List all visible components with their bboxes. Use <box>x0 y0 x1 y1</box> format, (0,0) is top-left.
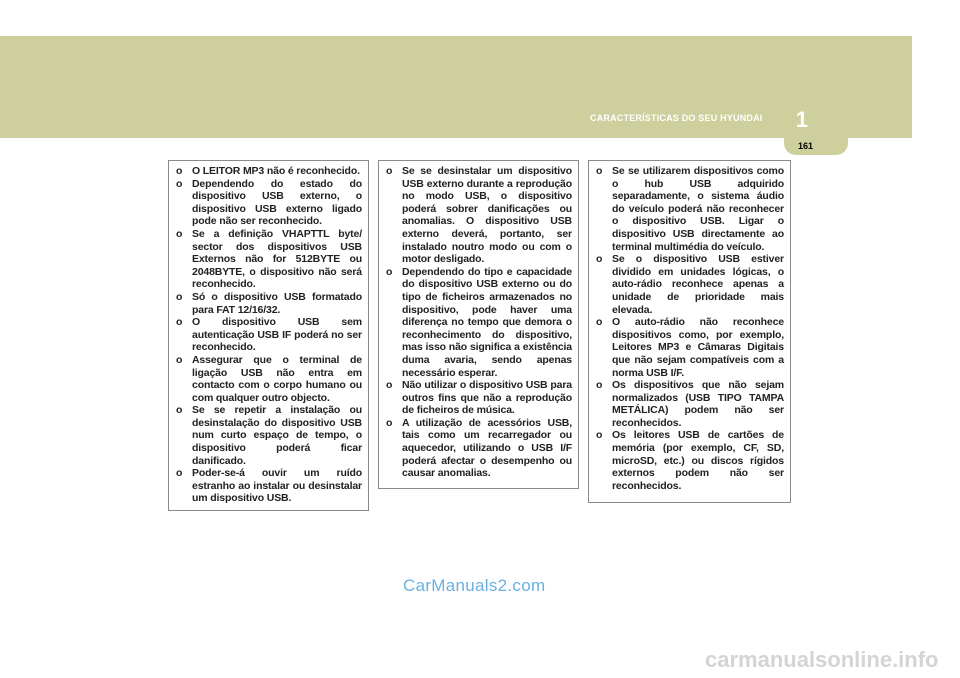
bullet-marker: o <box>386 165 393 177</box>
list-item <box>175 178 362 228</box>
list-item <box>595 316 784 379</box>
list-item <box>595 379 784 429</box>
list-item-text: O auto-rádio não reconhece dispositivos como, por exemplo, Leitores MP3 e Câmaras Digitais que não sejam compatíveis com a norma USB I/F. <box>612 316 784 379</box>
list-item-text: Se se desinstalar um dispositivo USB externo durante a reprodução no modo USB, o dispositivo poderá sobrer danificações ou anomalias. O dispositivo USB externo deverá, portanto, ser instalado noutro modo ou com o motor desligado. <box>402 165 572 266</box>
list-item <box>595 165 784 253</box>
list-item <box>385 165 572 266</box>
list-item <box>175 316 362 354</box>
list-item-text: Os dispositivos que não sejam normalizados (USB TIPO TAMPA METÁLICA) podem não ser reconhecidos. <box>612 379 784 429</box>
list-item-text: Dependendo do estado do dispositivo USB externo, o dispositivo USB externo ligado pode não ser reconhecido. <box>192 177 362 228</box>
bullet-marker: o <box>386 379 393 392</box>
bullet-marker: o <box>596 165 603 177</box>
list-item <box>175 228 362 291</box>
text-column-3 <box>588 160 791 503</box>
bullet-marker: o <box>596 316 603 329</box>
list-item <box>595 253 784 316</box>
bullet-marker: o <box>386 416 393 429</box>
list-item-text: Se se utilizarem dispositivos como o hub USB adquirido separadamente, o sistema áudio do veículo poderá não reconhecer o dispositivo USB. Ligar o dispositivo USB directamente ao terminal multimédia do veículo. <box>612 165 784 253</box>
list-item-text: O LEITOR MP3 não é reconhecido. <box>192 165 360 177</box>
text-column-1 <box>168 160 369 511</box>
text-column-2 <box>378 160 579 489</box>
bullet-marker: o <box>176 316 183 329</box>
list-item <box>175 467 362 505</box>
section-title: CARACTERÍSTICAS DO SEU HYUNDAI <box>590 113 763 123</box>
header-band <box>0 36 912 138</box>
list-item <box>385 379 572 417</box>
list-item-text: Não utilizar o dispositivo USB para outros fins que não a reprodução de ficheiros de música. <box>402 379 572 417</box>
list-item <box>175 354 362 404</box>
list-item-text: Se se repetir a instalação ou desinstalação do dispositivo USB num curto espaço de tempo, o dispositivo poderá ficar danificado. <box>192 404 362 467</box>
bullet-marker: o <box>176 165 183 177</box>
list-item-text: Assegurar que o terminal de ligação USB não entra em contacto com o corpo humano ou com qualquer outro objecto. <box>192 353 362 404</box>
list-item-text: Poder-se-á ouvir um ruído estranho ao instalar ou desinstalar um dispositivo USB. <box>192 467 362 505</box>
section-number: 1 <box>795 107 808 132</box>
list-item-text: O dispositivo USB sem autenticação USB IF poderá no ser reconhecido. <box>192 316 362 354</box>
list-item <box>175 165 362 178</box>
list-item-text: Só o dispositivo USB formatado para FAT 12/16/32. <box>192 290 362 316</box>
list-item <box>595 429 784 492</box>
page-number-tab <box>784 135 848 155</box>
page-number: 161 <box>798 141 814 151</box>
list-item <box>385 417 572 480</box>
list-item <box>175 404 362 467</box>
list-item-text: A utilização de acessórios USB, tais como um recarregador ou aquecedor, utilizando o USB I/F poderá afectar o desempenho ou causar anomalias. <box>402 416 572 480</box>
bullet-marker: o <box>176 353 183 366</box>
watermark-carmanualsonline[interactable]: carmanualsonline.info <box>705 647 939 672</box>
bullet-marker: o <box>176 290 183 303</box>
bullet-list <box>595 165 784 492</box>
bullet-list <box>385 165 572 480</box>
bullet-marker: o <box>176 404 183 417</box>
list-item-text: Se a definição VHAPTTL byte/ sector dos dispositivos USB Externos não for 512BYTE ou 2048BYTE, o dispositivo não será reconhecido. <box>192 227 362 291</box>
list-item-text: Se o dispositivo USB estiver dividido em unidades lógicas, o auto-rádio reconhece apenas a unidade de prioridade mais elevada. <box>612 253 784 316</box>
list-item <box>385 266 572 379</box>
watermark-carmanuals[interactable]: CarManuals2.com <box>403 576 546 595</box>
bullet-list <box>175 165 362 505</box>
bullet-marker: o <box>176 467 183 480</box>
list-item-text: Os leitores USB de cartões de memória (por exemplo, CF, SD, microSD, etc.) ou discos rígidos externos podem não ser reconhecidos. <box>612 429 784 492</box>
bullet-marker: o <box>596 429 603 442</box>
bullet-marker: o <box>386 265 393 278</box>
list-item <box>175 291 362 316</box>
list-item-text: Dependendo do tipo e capacidade do dispositivo USB externo ou do tipo de ficheiros armazenados no dispositivo, pode haver uma diferença no tempo que demora o reconhecimento do dispositivo, mas isso não significa a existência duma avaria, sendo apenas necessário esperar. <box>402 265 572 379</box>
bullet-marker: o <box>176 227 183 240</box>
bullet-marker: o <box>176 177 183 190</box>
bullet-marker: o <box>596 379 603 392</box>
bullet-marker: o <box>596 253 603 266</box>
